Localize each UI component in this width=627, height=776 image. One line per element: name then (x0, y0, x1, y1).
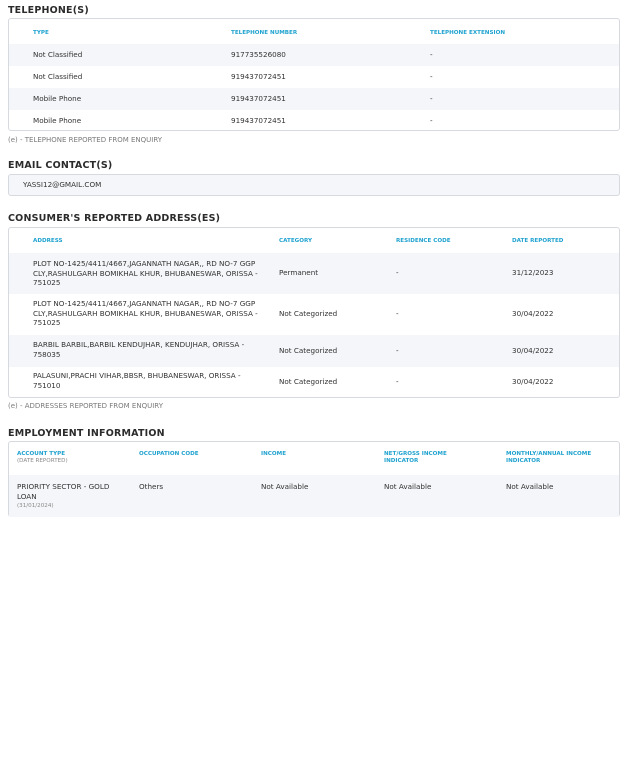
emp-monthly-annual: Not Available (506, 482, 554, 491)
tel-number: 919437072451 (231, 72, 286, 81)
tel-extension: - (430, 50, 433, 59)
table-row (9, 110, 619, 131)
tel-number: 919437072451 (231, 116, 286, 125)
tel-extension: - (430, 94, 433, 103)
addr-residence-code: - (396, 309, 399, 318)
table-row (9, 367, 619, 398)
emp-header-occupation: OCCUPATION CODE (139, 451, 199, 457)
tel-number: 919437072451 (231, 94, 286, 103)
addr-address: PLOT NO-1425/4411/4667,JAGANNATH NAGAR,, RD NO-7 GGP CLY,RASHULGARH BOMIKHAL KHUR, BHUBANESWAR, ORISSA - 751025 (33, 299, 258, 327)
emp-account-type-label: PRIORITY SECTOR - GOLD LOAN (17, 482, 110, 501)
table-row (9, 66, 619, 88)
tel-type: Mobile Phone (33, 94, 82, 103)
emp-header-account-type-label: ACCOUNT TYPE (17, 451, 66, 457)
tel-type: Mobile Phone (33, 116, 82, 125)
emp-header-account-type (17, 451, 68, 464)
addr-address: BARBIL BARBIL,BARBIL KENDUJHAR, KENDUJHAR, ORISSA - 758035 (33, 340, 245, 359)
telephones-note: (e) - TELEPHONE REPORTED FROM ENQUIRY (8, 136, 163, 144)
addr-date: 30/04/2022 (512, 377, 554, 386)
addr-header-address: ADDRESS (33, 238, 63, 244)
addr-residence-code: - (396, 377, 399, 386)
emp-occupation: Others (139, 482, 164, 491)
tel-extension: - (430, 72, 433, 81)
addr-header-residence-code: RESIDENCE CODE (396, 238, 451, 244)
tel-header-extension: TELEPHONE EXTENSION (430, 30, 506, 36)
table-row (9, 88, 619, 110)
tel-header-number: TELEPHONE NUMBER (231, 30, 298, 36)
addr-residence-code: - (396, 346, 399, 355)
addr-category: Not Categorized (279, 377, 338, 386)
addr-header-category: CATEGORY (279, 238, 313, 244)
telephones-table (8, 18, 620, 131)
emp-income: Not Available (261, 482, 309, 491)
table-row (9, 294, 619, 335)
table-row (9, 253, 619, 294)
tel-type: Not Classified (33, 72, 83, 81)
addresses-note: (e) - ADDRESSES REPORTED FROM ENQUIRY (8, 402, 163, 410)
email-title: EMAIL CONTACT(S) (8, 160, 113, 171)
email-box (8, 174, 620, 196)
addr-date: 30/04/2022 (512, 309, 554, 318)
tel-number: 917735526080 (231, 50, 286, 59)
emp-date-reported: (31/01/2024) (17, 503, 54, 509)
emp-header-income: INCOME (261, 451, 287, 457)
addresses-table (8, 227, 620, 398)
addr-category: Permanent (279, 268, 319, 277)
table-row (9, 475, 619, 517)
addr-residence-code: - (396, 268, 399, 277)
addr-category: Not Categorized (279, 309, 338, 318)
tel-type: Not Classified (33, 50, 83, 59)
addr-header-date: DATE REPORTED (512, 238, 564, 244)
addr-date: 31/12/2023 (512, 268, 554, 277)
emp-header-date-reported: (DATE REPORTED) (17, 457, 68, 464)
addr-address: PALASUNI,PRACHI VIHAR,BBSR, BHUBANESWAR, ORISSA - 751010 (33, 371, 241, 390)
addr-address: PLOT NO-1425/4411/4667,JAGANNATH NAGAR,, RD NO-7 GGP CLY,RASHULGARH BOMIKHAL KHUR, BHUBANESWAR, ORISSA - 751025 (33, 259, 258, 287)
table-row (9, 335, 619, 367)
telephones-title: TELEPHONE(S) (8, 5, 89, 16)
addresses-title: CONSUMER'S REPORTED ADDRESS(ES) (8, 213, 221, 224)
tel-header-type: TYPE (33, 30, 49, 36)
employment-title: EMPLOYMENT INFORMATION (8, 428, 165, 439)
emp-account-type (17, 482, 127, 512)
emp-header-net-gross: NET/GROSS INCOME INDICATOR (384, 451, 447, 464)
table-row (9, 44, 619, 66)
emp-net-gross: Not Available (384, 482, 432, 491)
addr-category: Not Categorized (279, 346, 338, 355)
email-value: YASSI12@GMAIL.COM (23, 180, 102, 189)
tel-extension: - (430, 116, 433, 125)
addr-date: 30/04/2022 (512, 346, 554, 355)
emp-header-monthly-annual: MONTHLY/ANNUAL INCOME INDICATOR (506, 451, 592, 464)
employment-table (8, 441, 620, 517)
